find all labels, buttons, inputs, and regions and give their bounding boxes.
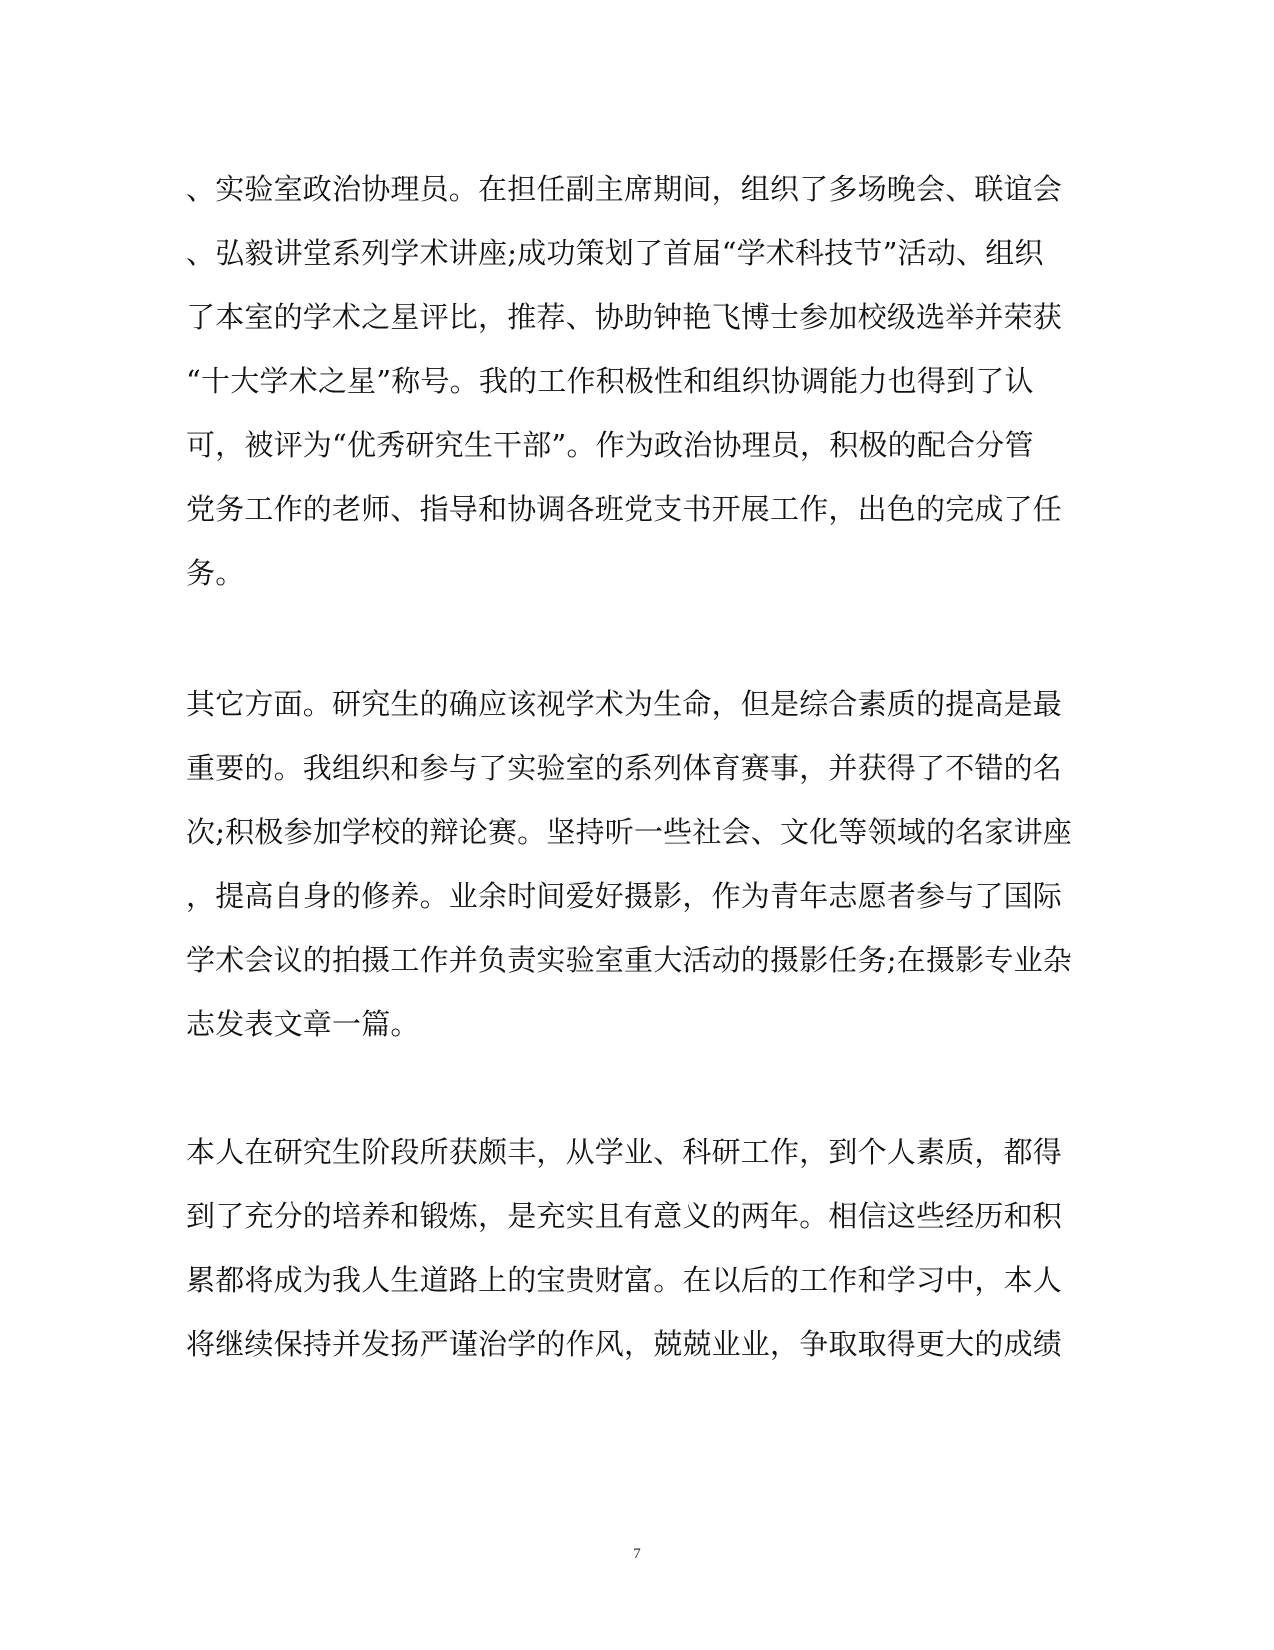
paragraph-line: 累都将成为我人生道路上的宝贵财富。在以后的工作和学习中，本人 xyxy=(186,1263,1063,1297)
paragraph-other-roles xyxy=(186,157,1086,605)
paragraph-line: 到了充分的培养和锻炼，是充实且有意义的两年。相信这些经历和积 xyxy=(186,1199,1063,1233)
paragraph-line: 、弘毅讲堂系列学术讲座;成功策划了首届“学术科技节”活动、组织 xyxy=(186,236,1044,270)
paragraph-line: ，提高自身的修养。业余时间爱好摄影，作为青年志愿者参与了国际 xyxy=(186,879,1063,913)
paragraph-line: 其它方面。研究生的确应该视学术为生命，但是综合素质的提高是最 xyxy=(186,687,1063,721)
paragraph-line: 重要的。我组织和参与了实验室的系列体育赛事，并获得了不错的名 xyxy=(186,751,1063,785)
paragraph-line: 务。 xyxy=(186,556,245,590)
paragraph-line: “十大学术之星”称号。我的工作积极性和组织协调能力也得到了认 xyxy=(186,364,1034,398)
paragraph-summary xyxy=(186,1120,1086,1376)
paragraph-line: 将继续保持并发扬严谨治学的作风，兢兢业业，争取取得更大的成绩 xyxy=(186,1327,1063,1361)
paragraph-line: 党务工作的老师、指导和协调各班党支书开展工作，出色的完成了任 xyxy=(186,492,1063,526)
paragraph-line: 了本室的学术之星评比，推荐、协助钟艳飞博士参加校级选举并荣获 xyxy=(186,300,1063,334)
paragraph-line: 志发表文章一篇。 xyxy=(186,1007,420,1041)
paragraph-other-aspects xyxy=(186,672,1086,1056)
paragraph-line: 可，被评为“优秀研究生干部”。作为政治协理员，积极的配合分管 xyxy=(186,428,1034,462)
paragraph-line: 学术会议的拍摄工作并负责实验室重大活动的摄影任务;在摄影专业杂 xyxy=(186,943,1072,977)
paragraph-line: 、实验室政治协理员。在担任副主席期间，组织了多场晚会、联谊会 xyxy=(186,172,1063,206)
paragraph-line: 本人在研究生阶段所获颇丰，从学业、科研工作，到个人素质，都得 xyxy=(186,1135,1063,1169)
paragraph-line: 次;积极参加学校的辩论赛。坚持听一些社会、文化等领域的名家讲座 xyxy=(186,815,1072,849)
page-number: 7 xyxy=(633,1546,641,1562)
